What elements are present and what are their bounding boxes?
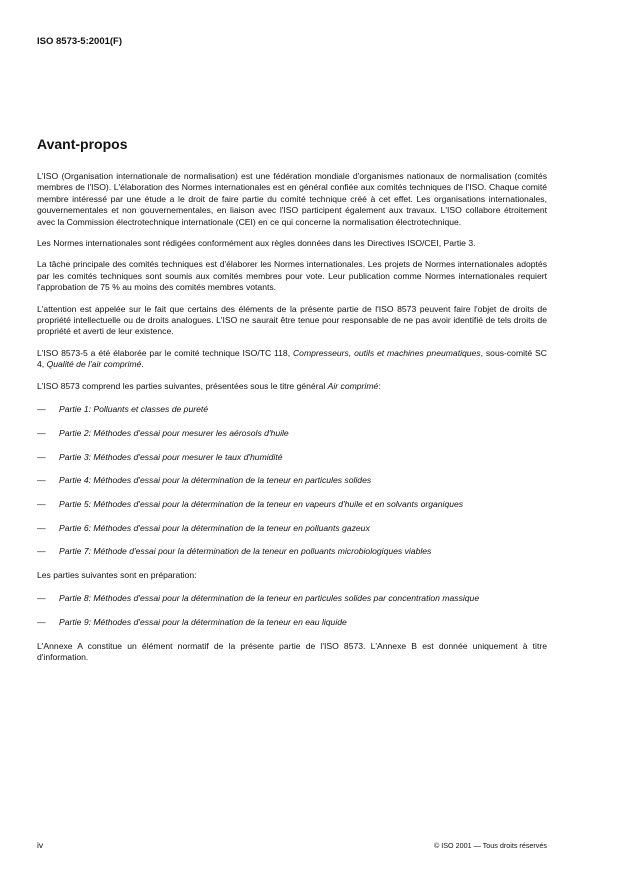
list-item [37, 428, 547, 439]
text-span: . [141, 359, 144, 370]
list-item [37, 452, 547, 463]
subcommittee-name: Qualité de l'air comprimé [46, 359, 142, 370]
committee-name: Compresseurs, outils et machines pneumatiques [292, 347, 481, 358]
foreword-body [37, 171, 547, 674]
paragraph-in-preparation: Les parties suivantes sont en préparation: [37, 570, 197, 581]
list-item [37, 593, 547, 604]
list-item [37, 617, 547, 628]
page-number: iv [37, 840, 44, 850]
paragraph-main-task: La tâche principale des comités techniques est d'élaborer les Normes internationales. Les projets de Normes internationales adoptés par les comités techniques sont soumis aux comités membres pour vote. Leur publication comme Normes internationales requiert l'approbation de 75 % au moins des comités membres votants. [37, 259, 547, 293]
list-item-text: Partie 7: Méthode d'essai pour la détermination de la teneur en polluants microbiologiques viables [59, 546, 432, 557]
parts-list [37, 404, 547, 558]
general-title: Air comprimé [327, 380, 379, 391]
list-item-text: Partie 5: Méthodes d'essai pour la détermination de la teneur en vapeurs d'huile et en solvants organiques [59, 498, 464, 509]
list-item-text: Partie 1: Polluants et classes de pureté [59, 404, 209, 415]
list-item [37, 475, 547, 486]
dash-bullet: — [37, 427, 46, 438]
dash-bullet: — [37, 451, 46, 462]
paragraph-iso-intro: L'ISO (Organisation internationale de normalisation) est une fédération mondiale d'organismes nationaux de normalisation (comités membres de l'ISO). L'élaboration des Normes internationales est en général confiée aux comités techniques de l'ISO. Chaque comité membre intéressé par une étude a le droit de faire partie du comité technique créé à cet effet. Les organisations internationales, gouvernementales et non gouvernementales, en liaison avec l'ISO participent également aux travaux. L'ISO collabore étroitement avec la Commission électrotechnique internationale (CEI) en ce qui concerne la normalisation électrotechnique. [37, 171, 547, 227]
list-item [37, 499, 547, 510]
list-item-text: Partie 8: Méthodes d'essai pour la détermination de la teneur en particules solides par concentration massique [59, 593, 480, 604]
dash-bullet: — [37, 404, 46, 415]
document-id: ISO 8573-5:2001(F) [37, 36, 123, 47]
list-item-text: Partie 4: Méthodes d'essai pour la détermination de la teneur en particules solides [59, 475, 372, 486]
section-title: Avant-propos [37, 136, 128, 152]
dash-bullet: — [37, 593, 46, 604]
list-item [37, 546, 547, 557]
paragraph-directives: Les Normes internationales sont rédigées conformément aux règles données dans les Directives ISO/CEI, Partie 3. [37, 238, 476, 249]
list-item [37, 523, 547, 534]
parts-in-preparation-list [37, 593, 547, 628]
dash-bullet: — [37, 617, 46, 628]
copyright-notice: © ISO 2001 — Tous droits réservés [433, 841, 547, 850]
text-span: : [378, 380, 381, 391]
list-item-text: Partie 6: Méthodes d'essai pour la détermination de la teneur en polluants gazeux [59, 522, 370, 533]
text-span: , sous-comité SC 4, [37, 347, 547, 370]
dash-bullet: — [37, 475, 46, 486]
paragraph-patent-notice: L'attention est appelée sur le fait que certains des éléments de la présente partie de l'ISO 8573 peuvent faire l'objet de droits de propriété intellectuelle ou de droits analogues. L'ISO ne saurait être tenue pour responsable de ne pas avoir identifié de tels droits de propriété et averti de leur existence. [37, 303, 547, 337]
text-span: L'ISO 8573 comprend les parties suivantes, présentées sous le titre général [37, 380, 328, 391]
text-span: L'ISO 8573-5 a été élaborée par le comité technique ISO/TC 118, [37, 347, 293, 358]
list-item [37, 404, 547, 415]
paragraph-parts-intro [37, 381, 547, 392]
dash-bullet: — [37, 522, 46, 533]
dash-bullet: — [37, 498, 46, 509]
list-item-text: Partie 3: Méthodes d'essai pour mesurer le taux d'humidité [59, 451, 283, 462]
list-item-text: Partie 9: Méthodes d'essai pour la détermination de la teneur en eau liquide [59, 617, 347, 628]
paragraph-annexes: L'Annexe A constitue un élément normatif de la présente partie de l'ISO 8573. L'Annexe B est donnée uniquement à titre d'information. [37, 640, 547, 663]
list-item-text: Partie 2: Méthodes d'essai pour mesurer les aérosols d'huile [59, 427, 289, 438]
paragraph-committee [37, 348, 547, 371]
dash-bullet: — [37, 546, 46, 557]
